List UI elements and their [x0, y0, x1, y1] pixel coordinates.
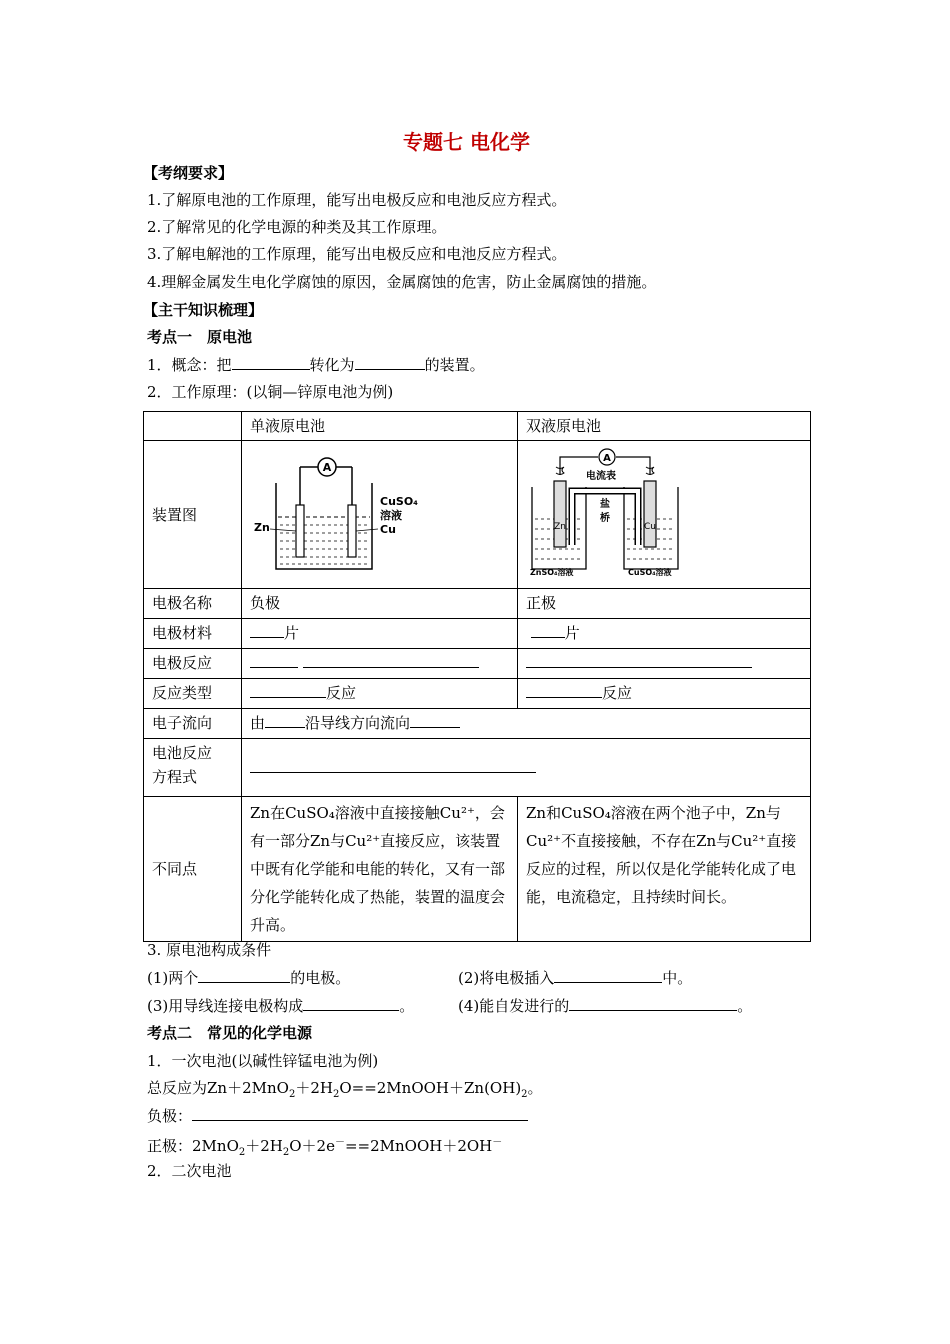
reaction-pos: [518, 649, 811, 679]
bridge-label-1: 盐: [600, 499, 610, 510]
concept-a: 1．概念：把: [147, 356, 232, 374]
reaction-neg: [242, 649, 518, 679]
right-solution-label: CuSO₄溶液: [628, 568, 672, 577]
zn-label: Zn: [254, 521, 270, 534]
row-type-label: 反应类型: [144, 679, 242, 709]
header-single: 单液原电池: [242, 412, 518, 441]
double-cell-diagram-cell: [518, 441, 811, 589]
total-c: O==2MnOOH＋Zn(OH): [339, 1079, 522, 1097]
c1a: (1)两个: [147, 969, 199, 987]
zn-label: Zn: [554, 522, 566, 532]
electrode-name-pos: 正极: [518, 589, 811, 619]
page-title: 专题七 电化学: [403, 130, 530, 154]
negative-label: 负极：: [147, 1107, 193, 1125]
ammeter-label: A: [603, 453, 611, 464]
header-double: 双液原电池: [518, 412, 811, 441]
c2a: (2)将电极插入: [458, 969, 555, 987]
positive-reaction: [147, 1133, 502, 1158]
electrode-name-neg: 负极: [242, 589, 518, 619]
reaction-neg-blank-2[interactable]: [303, 653, 479, 668]
pos-a: 正极：2MnO: [147, 1137, 239, 1155]
section-knowledge: 【主干知识梳理】: [143, 301, 264, 319]
reaction-pos-blank[interactable]: [526, 653, 752, 668]
row-cell-eq-label: [144, 739, 242, 797]
electron-blank-1[interactable]: [265, 713, 305, 728]
concept-b: 转化为: [309, 356, 355, 374]
concept-blank-2[interactable]: [355, 355, 425, 370]
c3b: 。: [399, 997, 415, 1015]
pos-sub-2: 2: [282, 1147, 290, 1158]
bridge-label-2: 桥: [600, 513, 610, 524]
solution-label-2: 溶液: [380, 509, 402, 522]
requirement-4: 4.理解金属发生电化学腐蚀的原因，金属腐蚀的危害，防止金属腐蚀的措施。: [147, 273, 657, 291]
cell-eq-label-1: 电池反应: [152, 744, 213, 762]
type-neg-blank[interactable]: [250, 683, 326, 698]
single-cell-diagram: [252, 445, 418, 575]
condition-3: [147, 995, 414, 1016]
cu-electrode: [348, 505, 356, 557]
cu-label: Cu: [644, 522, 656, 532]
total-sub-1: 2: [288, 1089, 296, 1100]
condition-1: [147, 967, 350, 988]
concept-line: [147, 354, 485, 375]
diff-double: Zn和CuSO₄溶液在两个池子中，Zn与Cu²⁺不直接接触，不存在Zn与Cu²⁺直接反应的过程，所以仅是化学能转化成了电能，电流稳定，且持续时间长。: [518, 797, 811, 942]
type-pos: [518, 679, 811, 709]
type-neg-word: 反应: [326, 684, 357, 702]
total-a: 总反应为Zn＋2MnO: [147, 1079, 289, 1097]
requirement-1: 1.了解原电池的工作原理，能写出电极反应和电池反应方程式。: [147, 191, 567, 209]
solution-label-1: CuSO₄: [380, 495, 418, 508]
c1b: 的电极。: [290, 969, 351, 987]
material-neg-piece: 片: [284, 624, 300, 642]
conditions-heading: 3. 原电池构成条件: [147, 941, 272, 959]
material-neg: [242, 619, 518, 649]
material-pos-piece: 片: [564, 624, 580, 642]
material-pos-blank[interactable]: [531, 623, 565, 638]
concept-blank-1[interactable]: [232, 355, 310, 370]
total-b: ＋2H: [295, 1079, 333, 1097]
total-d: 。: [527, 1079, 543, 1097]
c4a: (4)能自发进行的: [458, 997, 570, 1015]
diff-single: Zn在CuSO₄溶液中直接接触Cu²⁺，会有一部分Zn与Cu²⁺直接反应，该装置中既有化学能和电能的转化，又有一部分化学能转化成了热能，装置的温度会升高。: [242, 797, 518, 942]
cell-eq-value: [242, 739, 811, 797]
negative-blank[interactable]: [192, 1106, 528, 1121]
primary-battery: 1．一次电池(以碱性锌锰电池为例): [147, 1052, 379, 1070]
galvanic-cell-table: [143, 411, 811, 942]
condition-3-blank[interactable]: [303, 996, 399, 1011]
total-sub-3: 2: [521, 1089, 528, 1100]
pos-c: O＋2e: [289, 1137, 335, 1155]
principle-line: 2．工作原理：(以铜—锌原电池为例): [147, 383, 394, 401]
ammeter-label: A: [322, 461, 332, 474]
electron-blank-2[interactable]: [410, 713, 460, 728]
row-reaction-label: 电极反应: [144, 649, 242, 679]
single-cell-diagram-cell: [242, 441, 518, 589]
cell-eq-blank[interactable]: [250, 758, 536, 773]
cu-label: Cu: [380, 523, 396, 536]
zn-electrode: [296, 505, 304, 557]
material-neg-blank[interactable]: [250, 623, 284, 638]
row-electron-label: 电子流向: [144, 709, 242, 739]
pos-b: ＋2H: [245, 1137, 283, 1155]
meter-label: 电流表: [586, 471, 616, 482]
pos-sub-1: 2: [238, 1147, 246, 1158]
total-sub-2: 2: [332, 1089, 340, 1100]
row-material-label: 电极材料: [144, 619, 242, 649]
condition-2: [458, 967, 692, 988]
type-pos-blank[interactable]: [526, 683, 602, 698]
row-diff-label: 不同点: [144, 797, 242, 942]
c4b: 。: [737, 997, 753, 1015]
condition-4: [458, 995, 752, 1016]
condition-2-blank[interactable]: [554, 968, 662, 983]
total-reaction: [147, 1077, 543, 1100]
electron-flow: [242, 709, 811, 739]
row-electrode-name-label: 电极名称: [144, 589, 242, 619]
requirement-3: 3.了解电解池的工作原理，能写出电极反应和电池反应方程式。: [147, 245, 567, 263]
electron-b: 沿导线方向流向: [305, 714, 411, 732]
cu-electrode: [644, 481, 656, 547]
c2b: 中。: [662, 969, 693, 987]
material-pos: [518, 619, 811, 649]
pos-d: ==2MnOOH＋2OH: [344, 1137, 493, 1155]
double-cell-diagram: [528, 445, 688, 575]
condition-4-blank[interactable]: [569, 996, 737, 1011]
kp1-heading: 考点一 原电池: [147, 328, 253, 346]
header-empty: [144, 412, 242, 441]
secondary-battery: 2．二次电池: [147, 1162, 232, 1180]
reaction-neg-blank-1[interactable]: [250, 653, 298, 668]
negative-line: [147, 1105, 528, 1126]
pos-sup-1: －: [334, 1137, 345, 1148]
pos-sup-2: －: [492, 1137, 503, 1148]
cell-eq-label-2: 方程式: [152, 768, 198, 786]
left-solution-label: ZnSO₄溶液: [530, 568, 574, 577]
requirement-2: 2.了解常见的化学电源的种类及其工作原理。: [147, 218, 447, 236]
section-requirements: 【考纲要求】: [143, 164, 234, 182]
row-device-label: 装置图: [144, 441, 242, 589]
concept-c: 的装置。: [424, 356, 485, 374]
kp2-heading: 考点二 常见的化学电源: [147, 1024, 313, 1042]
type-neg: [242, 679, 518, 709]
type-pos-word: 反应: [602, 684, 633, 702]
condition-1-blank[interactable]: [198, 968, 290, 983]
zn-electrode: [554, 481, 566, 547]
electron-a: 由: [250, 714, 266, 732]
c3a: (3)用导线连接电极构成: [147, 997, 304, 1015]
